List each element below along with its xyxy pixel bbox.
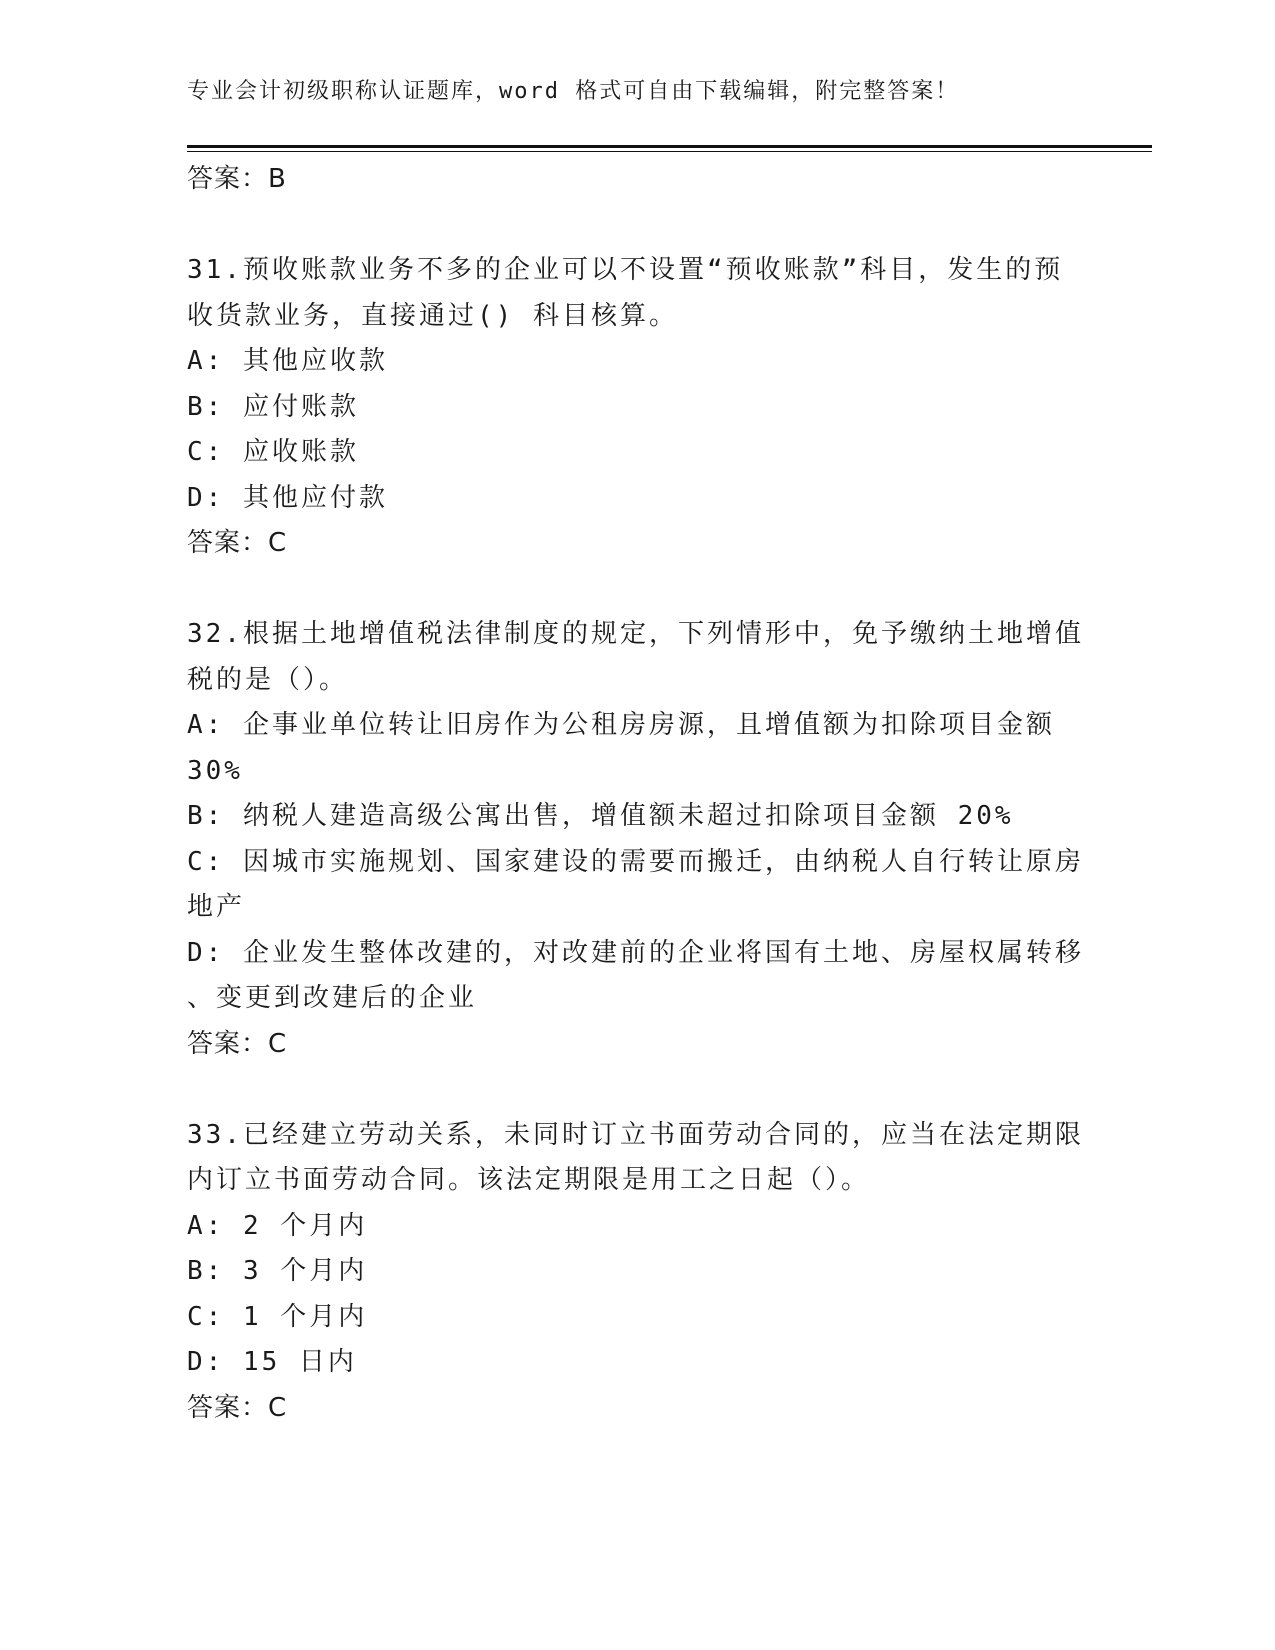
answer: 答案：C — [187, 1392, 288, 1423]
option-b: B: 应付账款 — [187, 391, 359, 422]
question-stem: 32.根据土地增值税法律制度的规定，下列情形中，免予缴纳土地增值 — [187, 619, 1084, 649]
option-d: D: 其他应付款 — [187, 482, 388, 513]
option-d: D: 15 日内 — [187, 1347, 357, 1377]
option-c: 地产 — [187, 892, 246, 922]
question-stem: 收货款业务，直接通过() 科目核算。 — [187, 300, 678, 331]
question-32 — [187, 612, 1087, 1067]
answer: 答案：C — [187, 1028, 288, 1059]
question-stem: 内订立书面劳动合同。该法定期限是用工之日起（）。 — [187, 1165, 871, 1195]
option-a: A: 企事业单位转让旧房作为公租房房源，且增值额为扣除项目金额 — [187, 710, 1055, 740]
option-b: B: 3 个月内 — [187, 1256, 368, 1286]
question-list — [187, 157, 1087, 1431]
option-c: C: 1 个月内 — [187, 1301, 368, 1332]
answer: 答案：C — [187, 528, 288, 558]
question-stem: 税的是（）。 — [187, 664, 349, 695]
previous-answer: 答案：B — [187, 164, 287, 194]
option-a: 30% — [187, 755, 243, 786]
spacer — [187, 567, 1087, 613]
option-d: 、变更到改建后的企业 — [187, 983, 478, 1013]
option-a: A: 2 个月内 — [187, 1210, 368, 1241]
question-33 — [187, 1113, 1087, 1432]
option-a: A: 其他应收款 — [187, 346, 388, 376]
option-c: C: 因城市实施规划、国家建设的需要而搬迁，由纳税人自行转让原房 — [187, 846, 1084, 877]
header-rule-thin — [187, 151, 1152, 152]
spacer — [187, 203, 1087, 249]
question-31 — [187, 248, 1087, 567]
question-stem: 31.预收账款业务不多的企业可以不设置“预收账款”科目，发生的预 — [187, 255, 1064, 285]
question-stem: 33.已经建立劳动关系，未同时订立书面劳动合同的，应当在法定期限 — [187, 1119, 1084, 1150]
header-rule-thick — [187, 145, 1152, 148]
option-c: C: 应收账款 — [187, 437, 359, 467]
option-b: B: 纳税人建造高级公寓出售，增值额未超过扣除项目金额 20% — [187, 801, 1014, 831]
option-d: D: 企业发生整体改建的，对改建前的企业将国有土地、房屋权属转移 — [187, 937, 1084, 968]
page-header: 专业会计初级职称认证题库，word 格式可自由下载编辑，附完整答案！ — [187, 79, 960, 104]
spacer — [187, 1067, 1087, 1113]
